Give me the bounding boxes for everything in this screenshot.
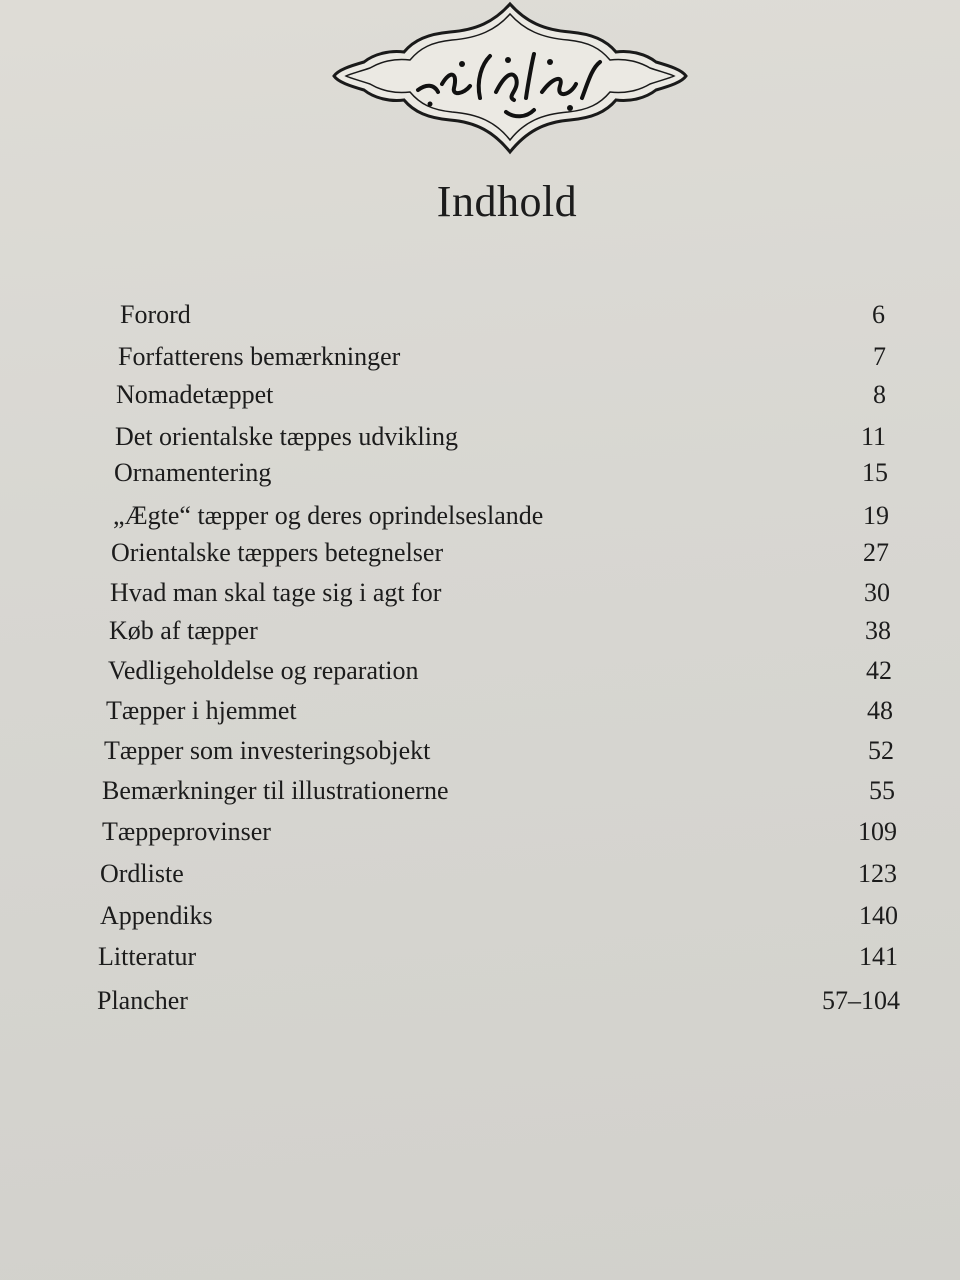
toc-entry <box>100 899 898 933</box>
toc-entry <box>120 298 885 332</box>
toc-entry-page: 27 <box>863 538 889 567</box>
toc-entry-title: Hvad man skal tage sig i agt for <box>110 578 442 607</box>
toc-entry <box>104 734 894 768</box>
toc-entry <box>109 614 891 648</box>
toc-entry-title: Orientalske tæppers betegnelser <box>111 538 444 567</box>
toc-entry-page: 123 <box>858 859 897 888</box>
toc-entry-page: 7 <box>873 342 886 371</box>
toc-entry-page: 6 <box>872 300 885 329</box>
toc-entry <box>97 984 900 1018</box>
toc-entry-page: 15 <box>862 458 888 487</box>
toc-entry-page: 52 <box>868 736 894 765</box>
toc-entry-page: 109 <box>858 817 897 846</box>
toc-entry-title: Litteratur <box>98 942 197 971</box>
toc-entry-title: Tæpper i hjemmet <box>106 696 297 725</box>
toc-entry <box>102 815 897 849</box>
toc-entry-page: 57–104 <box>822 986 900 1015</box>
toc-entry-title: Bemærkninger til illustrationerne <box>102 776 449 805</box>
toc-entry-page: 38 <box>865 616 891 645</box>
toc-entry-page: 140 <box>859 901 898 930</box>
toc-entry-page: 11 <box>860 422 886 451</box>
toc-entry <box>110 576 890 610</box>
toc-entry <box>102 774 895 808</box>
toc-entry-title: Plancher <box>97 986 188 1015</box>
toc-entry-page: 141 <box>859 942 898 971</box>
toc-entry-title: Tæpper som investeringsobjekt <box>104 736 431 765</box>
toc-entry-page: 55 <box>869 776 895 805</box>
toc-entry-title: Ornamentering <box>114 458 272 487</box>
toc-entry-page: 42 <box>866 656 892 685</box>
page-title: Indhold <box>436 177 578 226</box>
toc-entry-page: 19 <box>863 501 889 530</box>
toc-entry <box>108 654 892 688</box>
toc-entry-title: Vedligeholdelse og reparation <box>108 656 419 685</box>
toc-entry-title: Appendiks <box>100 901 213 930</box>
toc-entry <box>98 940 898 974</box>
toc-entry-title: „Ægte“ tæpper og deres oprindelseslande <box>113 501 544 530</box>
toc-entry-page: 30 <box>864 578 890 607</box>
toc-entry <box>118 340 886 374</box>
toc-entry <box>114 456 888 490</box>
toc-entry <box>100 857 897 891</box>
toc-entry <box>116 378 886 412</box>
toc-entry-title: Det orientalske tæppes udvikling <box>115 422 459 451</box>
toc-entry-page: 8 <box>873 380 886 409</box>
toc-entry <box>106 694 893 728</box>
toc-entry <box>113 499 889 533</box>
toc-entry-title: Nomadetæppet <box>116 380 274 409</box>
toc-entry-title: Ordliste <box>100 859 184 888</box>
toc-entry <box>115 420 886 454</box>
toc-entry-title: Forord <box>120 300 191 329</box>
toc-entry-page: 48 <box>867 696 893 725</box>
toc-entry-title: Tæppeprovinser <box>102 817 271 846</box>
toc-entry-title: Forfatterens bemærkninger <box>118 342 401 371</box>
toc-entry <box>111 536 889 570</box>
toc-entry-title: Køb af tæpper <box>109 616 258 645</box>
